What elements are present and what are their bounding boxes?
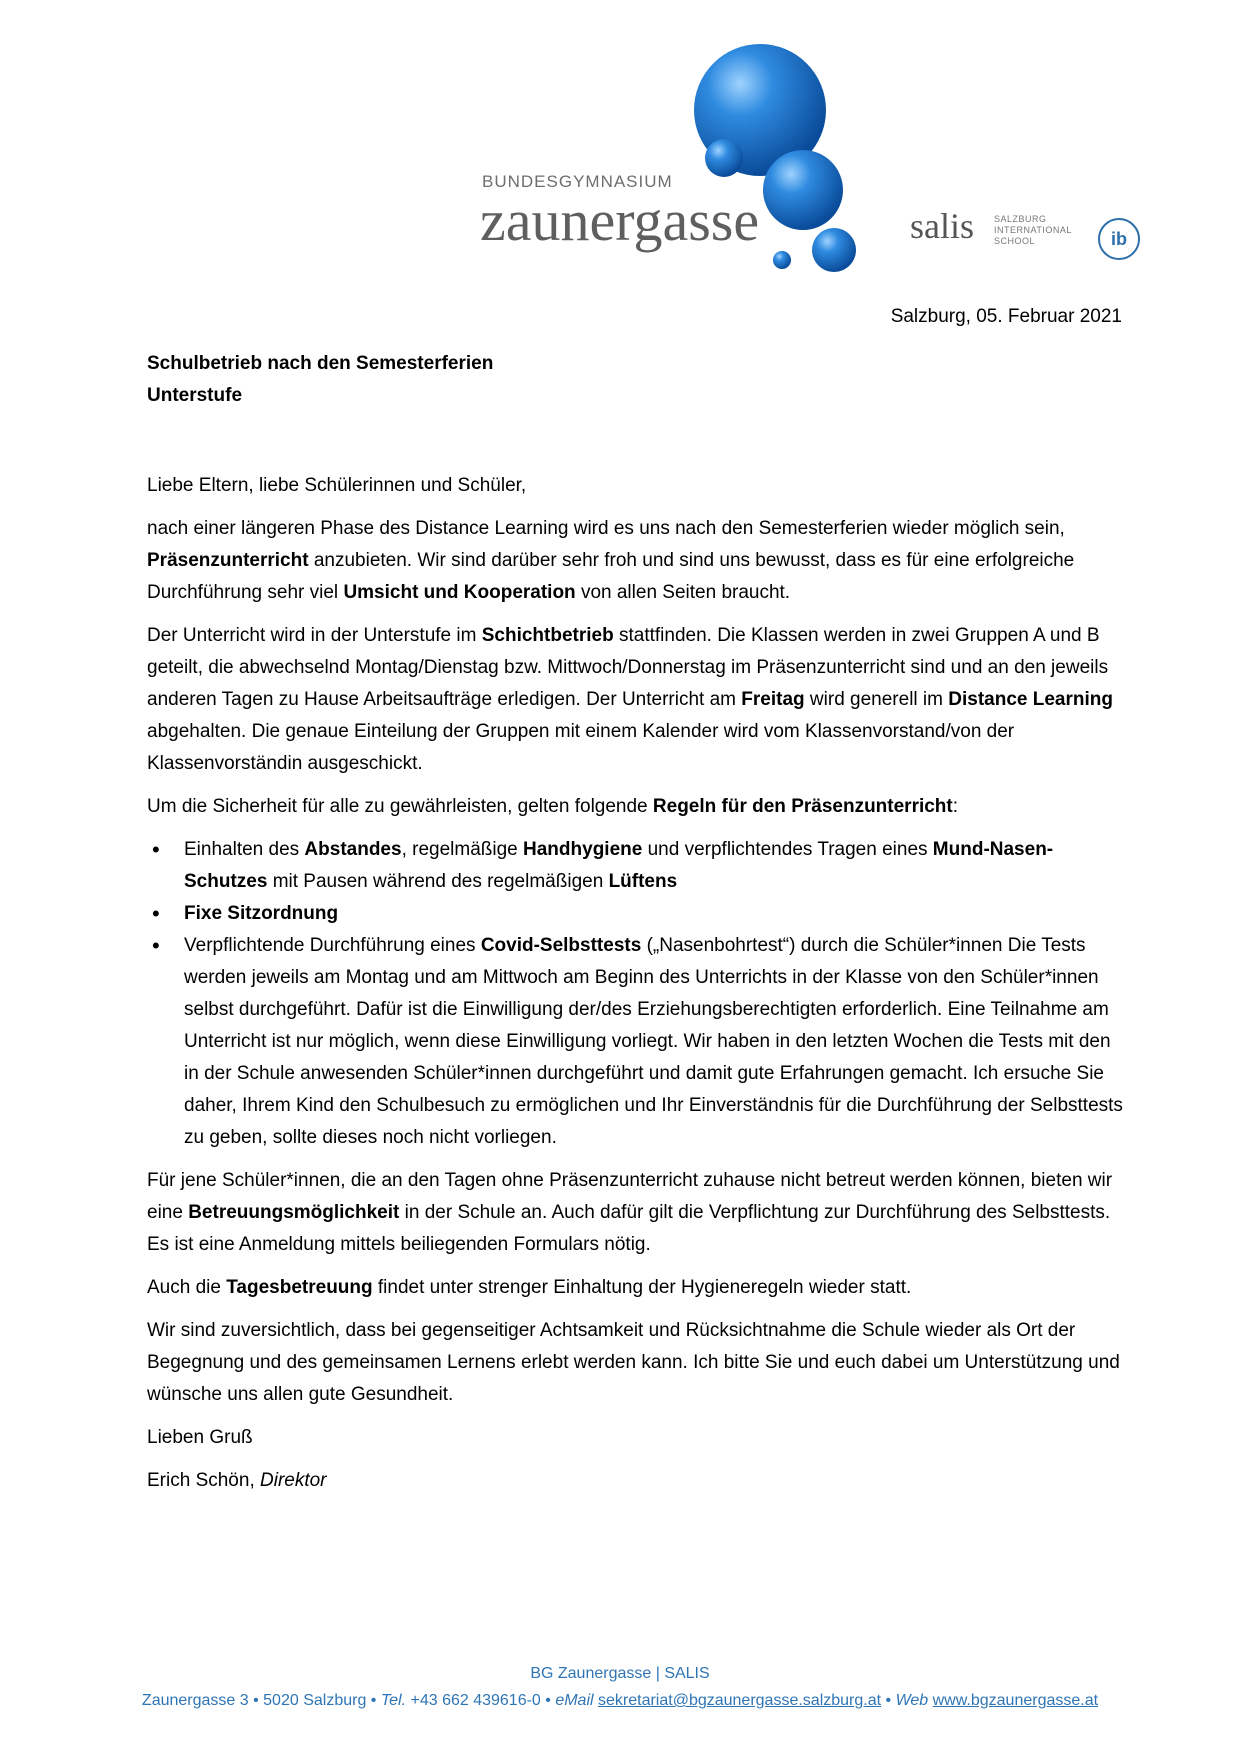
logo-sis-text: SALZBURG INTERNATIONAL SCHOOL (994, 214, 1072, 246)
footer-contact: Zaunergasse 3 • 5020 Salzburg • Tel. +43 662 439616-0 • eMail sekretariat@bgzaunergasse.salzburg.at • Web www.bgzaunergasse.at (141, 1692, 1099, 1709)
bubble-small-left (705, 139, 743, 177)
letter-body (147, 348, 1125, 1508)
school-logo (470, 28, 1130, 278)
bubble-medium (763, 150, 843, 230)
subject-line-2: Unterstufe (147, 385, 243, 406)
ib-logo-icon: ib (1098, 218, 1140, 260)
paragraph-4: Für jene Schüler*innen, die an den Tagen ohne Präsenzunterricht zuhause nicht betreut werden können, bieten wir eine Betreuungsmöglichkeit in der Schule an. Auch dafür gilt die Verpflichtung zur Durchführung des Selbsttests. Es ist eine Anmeldung mittels beiliegenden Formulars nötig. (147, 1170, 1113, 1255)
rule-item-seating: • Fixe Sitzordnung (147, 898, 1125, 930)
greeting: Liebe Eltern, liebe Schülerinnen und Schüler, (147, 475, 527, 496)
logo-salis: salis (910, 206, 975, 246)
email-link[interactable]: sekretariat@bgzaunergasse.salzburg.at (598, 1692, 882, 1709)
closing: Lieben Gruß (147, 1427, 253, 1448)
paragraph-2: Der Unterricht wird in der Unterstufe im Schichtbetrieb stattfinden. Die Klassen werden in zwei Gruppen A und B geteilt, die abwechselnd Montag/Dienstag bzw. Mittwoch/Donnerstag im Präsenzunterricht sind und an den jeweils anderen Tagen zu Hause Arbeitsaufträge erledigen. Der Unterricht am Freitag wird generell im Distance Learning abgehalten. Die genaue Einteilung der Gruppen mit einem Kalender wird vom Klassenvorstand/von der Klassenvorständin ausgeschickt. (147, 625, 1113, 774)
bubble-small-bottom (812, 228, 856, 272)
footer-title: BG Zaunergasse | SALIS (530, 1665, 710, 1682)
logo-school-name: zaunergasse (480, 188, 760, 253)
logo-school-type: BUNDESGYMNASIUM (482, 172, 673, 191)
website-link[interactable]: www.bgzaunergasse.at (932, 1692, 1099, 1709)
paragraph-5: Auch die Tagesbetreuung findet unter strenger Einhaltung der Hygieneregeln wieder statt. (147, 1277, 912, 1298)
paragraph-6: Wir sind zuversichtlich, dass bei gegenseitiger Achtsamkeit und Rücksichtnahme die Schule wieder als Ort der Begegnung und des gemeinsamen Lernens erlebt werden kann. Ich bitte Sie und euch dabei um Unterstützung und wünsche uns allen gute Gesundheit. (147, 1320, 1120, 1405)
paragraph-3: Um die Sicherheit für alle zu gewährleisten, gelten folgende Regeln für den Präsenzunterricht: (147, 796, 959, 817)
rule-item-selftest: • Verpflichtende Durchführung eines Covid-Selbsttests („Nasenbohrtest“) durch die Schüler*innen Die Tests werden jeweils am Montag und am Mittwoch am Beginn des Unterrichts in der Klasse von den Schüler*innen selbst durchgeführt. Dafür ist die Einwilligung der/des Erziehungsberechtigten erforderlich. Eine Teilnahme am Unterricht ist nur möglich, wenn diese Einwilligung vorliegt. Wir haben in den letzten Wochen die Tests mit den in der Schule anwesenden Schüler*innen durchgeführt und damit gute Erfahrungen gemacht. Ich ersuche Sie daher, Ihrem Kind den Schulbesuch zu ermöglichen und Ihr Einverständnis für die Durchführung der Selbsttests zu geben, sollte dieses noch nicht vorliegen. (147, 930, 1125, 1154)
subject-line-1: Schulbetrieb nach den Semesterferien (147, 353, 494, 374)
rules-list (147, 834, 1125, 1154)
rule-item-distance: • Einhalten des Abstandes, regelmäßige Handhygiene und verpflichtendes Tragen eines Mund-Nasen-Schutzes mit Pausen während des regelmäßigen Lüftens (147, 834, 1125, 898)
signature: Erich Schön, Direktor (147, 1470, 327, 1491)
letter-date: Salzburg, 05. Februar 2021 (890, 306, 1122, 327)
bubble-tiny (773, 251, 791, 269)
paragraph-1: nach einer längeren Phase des Distance Learning wird es uns nach den Semesterferien wieder möglich sein, Präsenzunterricht anzubieten. Wir sind darüber sehr froh und sind uns bewusst, dass es für eine erfolgreiche Durchführung sehr viel Umsicht und Kooperation von allen Seiten braucht. (147, 518, 1075, 603)
